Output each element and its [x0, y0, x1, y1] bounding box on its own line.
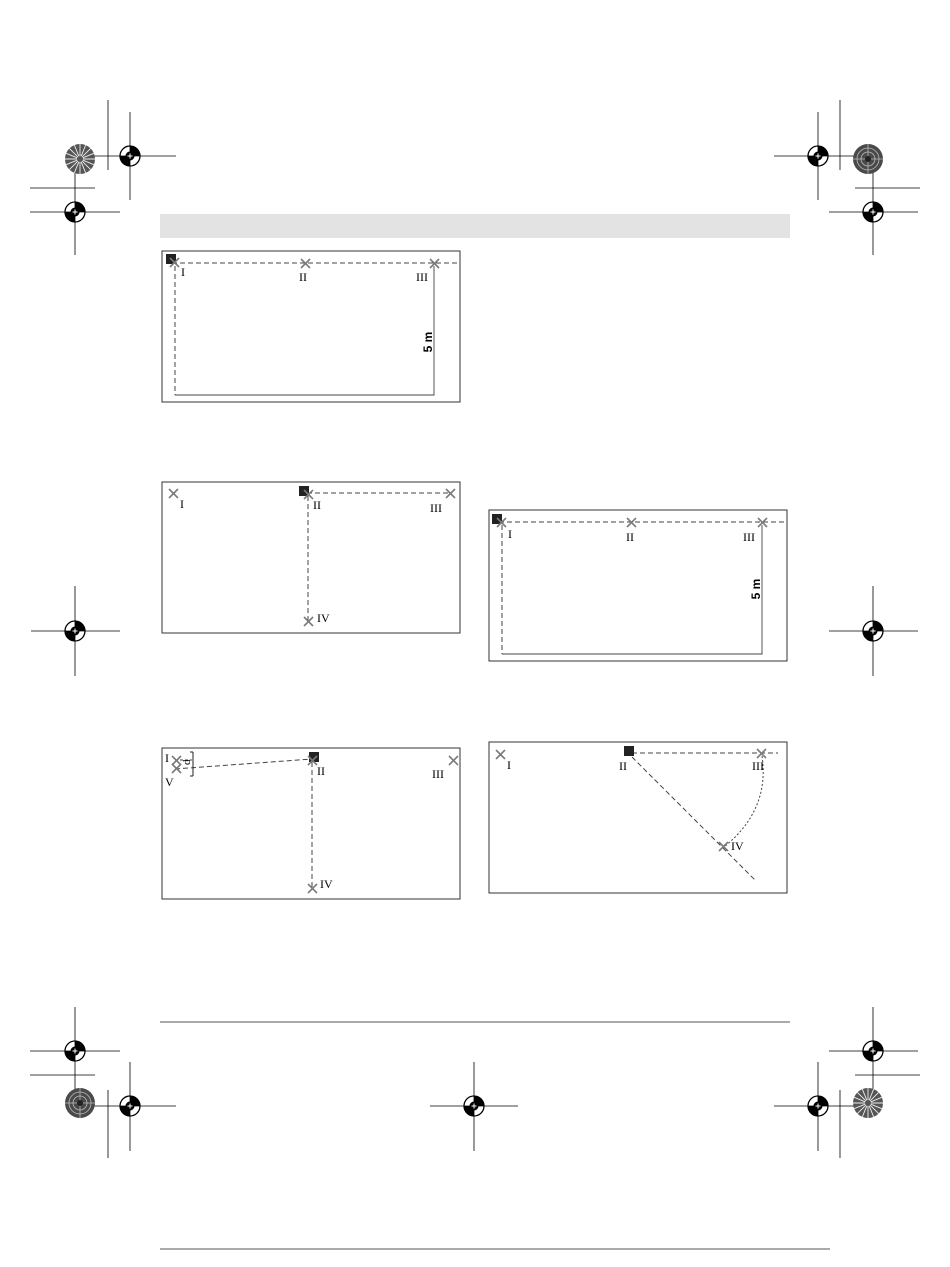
point-label: III	[743, 530, 755, 544]
laser-device-icon	[309, 752, 319, 762]
laser-line	[175, 759, 312, 769]
figure-frame	[162, 748, 460, 899]
dimension-label: 5 m	[749, 578, 763, 600]
point-label: III	[416, 270, 428, 284]
figure-c	[162, 748, 460, 899]
figure-b	[162, 482, 460, 633]
point-label: IV	[320, 877, 333, 891]
color-target-wheel-icon	[65, 144, 883, 1118]
figure-frame	[489, 742, 787, 893]
point-label: IV	[317, 611, 330, 625]
laser-device-icon	[624, 746, 634, 756]
point-marker	[496, 749, 766, 851]
point-label: II	[619, 759, 627, 773]
point-label: II	[313, 498, 321, 512]
point-label: III	[430, 501, 442, 515]
distance-line	[502, 525, 762, 654]
point-label: IV	[731, 839, 744, 853]
point-label: II	[626, 530, 634, 544]
point-label: I	[507, 758, 511, 772]
point-label: III	[432, 767, 444, 781]
point-label: I	[181, 265, 185, 279]
figure-frame	[162, 482, 460, 633]
point-label: I	[165, 751, 169, 765]
figure-a	[162, 251, 460, 402]
point-label: II	[317, 764, 325, 778]
distance-line	[175, 266, 434, 395]
point-label: I	[508, 527, 512, 541]
laser-line	[632, 757, 755, 880]
point-label: II	[299, 270, 307, 284]
figure-e	[489, 742, 787, 893]
point-label: V	[165, 775, 174, 789]
point-label: I	[180, 497, 184, 511]
figure-d	[489, 510, 787, 661]
header-band	[160, 214, 790, 238]
point-marker	[169, 489, 455, 626]
point-marker	[172, 756, 458, 893]
offset-label: d	[181, 759, 193, 765]
point-label: III	[752, 759, 764, 773]
dimension-label: 5 m	[421, 331, 435, 353]
registration-crosshair-icon	[65, 146, 883, 1116]
